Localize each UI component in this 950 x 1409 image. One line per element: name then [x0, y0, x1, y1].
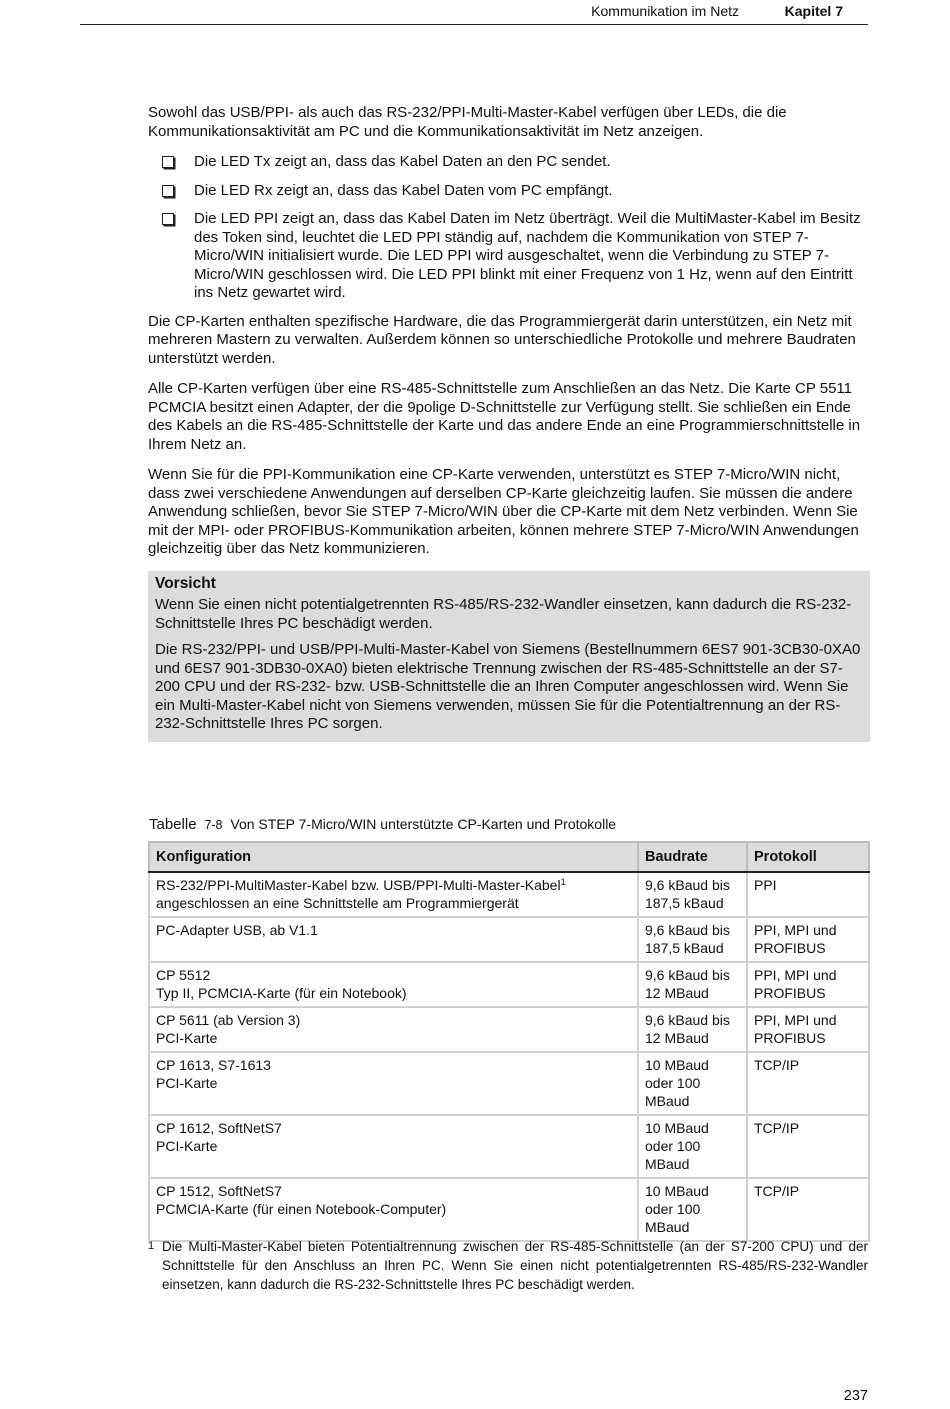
caption-text: Von STEP 7-Micro/WIN unterstützte CP-Karten und Protokolle: [230, 816, 617, 832]
list-item: [148, 210, 870, 303]
baud-cell: 10 MBaud oder 100 MBaud: [638, 1178, 747, 1241]
config-cell: CP 1512, SoftNetS7 PCMCIA-Karte (für einen Notebook-Computer): [149, 1178, 638, 1241]
baud-cell: 10 MBaud oder 100 MBaud: [638, 1052, 747, 1115]
table-footnote: [148, 1237, 868, 1294]
table-caption: [149, 816, 616, 833]
checkbox-bullet-icon: [162, 213, 174, 225]
table-row: [149, 917, 869, 962]
table-row: [149, 1115, 869, 1178]
led-list: [148, 153, 870, 303]
baud-cell: 9,6 kBaud bis 12 MBaud: [638, 962, 747, 1007]
column-header-baudrate: Baudrate: [638, 842, 747, 872]
protocol-cell: TCP/IP: [747, 1178, 869, 1241]
protocol-cell: TCP/IP: [747, 1052, 869, 1115]
table-header-row: [149, 842, 869, 872]
checkbox-bullet-icon: [162, 156, 174, 168]
protocol-cell: PPI, MPI und PROFIBUS: [747, 1007, 869, 1052]
config-cell: CP 1612, SoftNetS7 PCI-Karte: [149, 1115, 638, 1178]
column-header-configuration: Konfiguration: [149, 842, 638, 872]
column-header-protocol: Protokoll: [747, 842, 869, 872]
header-chapter: Kapitel 7: [784, 3, 843, 19]
cp-cards-paragraph: Die CP-Karten enthalten spezifische Hardware, die das Programmiergerät darin unterstützen, ein Netz mit mehreren Mastern zu verwalten. Außerdem können so unterschiedliche Protokolle und mehrere Baudraten unterstützt werden.: [148, 312, 856, 367]
protocol-cell: PPI, MPI und PROFIBUS: [747, 962, 869, 1007]
baud-cell: 10 MBaud oder 100 MBaud: [638, 1115, 747, 1178]
baud-cell: 9,6 kBaud bis 187,5 kBaud: [638, 917, 747, 962]
protocol-cell: PPI, MPI und PROFIBUS: [747, 917, 869, 962]
table-row: [149, 872, 869, 917]
cp-cards-table: [148, 841, 870, 1242]
checkbox-bullet-icon: [162, 185, 174, 197]
list-item-text: Die LED PPI zeigt an, dass das Kabel Daten im Netz überträgt. Weil die MultiMaster-Kabel im Besitz des Token sind, leuchtet die LED PPI ständig auf, nachdem die Kommunikation von STEP 7-Micro/WIN initialisiert wurde. Die LED PPI wird ausgeschaltet, wenn die Verbindung zu STEP 7-Micro/WIN geschlossen wird. Die LED PPI blinkt mit einer Frequenz von 1 Hz, wenn auf den Eintritt ins Netz gewartet wird.: [194, 210, 861, 301]
list-item: [148, 153, 870, 172]
protocol-cell: PPI: [747, 872, 869, 917]
caption-number: 7-8: [204, 818, 223, 832]
list-item-text: Die LED Tx zeigt an, dass das Kabel Daten an den PC sendet.: [194, 153, 611, 170]
page-header: [80, 0, 868, 25]
footnote-reference: 1: [560, 877, 566, 887]
table-row: [149, 1007, 869, 1052]
config-cell: CP 5512 Typ II, PCMCIA-Karte (für ein Notebook): [149, 962, 638, 1007]
config-cell: RS-232/PPI-MultiMaster-Kabel bzw. USB/PPI-Multi-Master-Kabel$^1$ angeschlossen an eine Schnittstelle am Programmiergerät: [149, 872, 638, 917]
footnote-text: Die Multi-Master-Kabel bieten Potentialtrennung zwischen der RS-485-Schnittstelle (an der S7-200 CPU) und der Schnittstelle für den Anschluss an Ihren PC. Wenn Sie einen nicht potentialgetrennten RS-485/RS-232-Wandler einsetzen, kann dadurch die RS-232-Schnittstelle Ihres PC beschädigt werden.: [162, 1239, 868, 1292]
caption-label: Tabelle: [149, 816, 197, 833]
caution-box: [148, 571, 870, 742]
caution-paragraph: Die RS-232/PPI- und USB/PPI-Multi-Master-Kabel von Siemens (Bestellnummern 6ES7 901-3CB30-0XA0 und 6ES7 901-3DB30-0XA0) bieten elektrische Trennung zwischen der RS-485-Schnittstelle an der S7-200 CPU und der RS-232- bzw. USB-Schnittstelle die an Ihren Computer angeschlossen wird. Wenn Sie ein Multi-Master-Kabel nicht von Siemens verwenden, müssen Sie für die Potentialtrennung an der RS-232-Schnittstelle Ihres PC sorgen.: [155, 641, 861, 732]
rs485-paragraph: Alle CP-Karten verfügen über eine RS-485-Schnittstelle zum Anschließen an das Netz. Die Karte CP 5511 PCMCIA besitzt einen Adapter, der die 9polige D-Schnittstelle zur Verfügung stellt. Sie schließen ein Ende des Kabels an die RS-485-Schnittstelle der Karte und das andere Ende an eine Programmierschnittstelle in Ihrem Netz an.: [148, 380, 861, 453]
caution-paragraph: Wenn Sie einen nicht potentialgetrennten RS-485/RS-232-Wandler einsetzen, kann dadurch die RS-232-Schnittstelle Ihres PC beschädigt werden.: [155, 596, 852, 632]
page-number: 237: [843, 1388, 868, 1404]
table-row: [149, 1052, 869, 1115]
footnote-mark: 1: [148, 1240, 155, 1252]
header-section-title: Kommunikation im Netz: [591, 3, 739, 19]
list-item: [148, 182, 870, 201]
body-text: [148, 104, 870, 742]
baud-cell: 9,6 kBaud bis 12 MBaud: [638, 1007, 747, 1052]
config-cell: PC-Adapter USB, ab V1.1: [149, 917, 638, 962]
list-item-text: Die LED Rx zeigt an, dass das Kabel Daten vom PC empfängt.: [194, 181, 613, 199]
table-row: [149, 962, 869, 1007]
config-cell: CP 5611 (ab Version 3) PCI-Karte: [149, 1007, 638, 1052]
ppi-communication-paragraph: Wenn Sie für die PPI-Kommunikation eine CP-Karte verwenden, unterstützt es STEP 7-Micro/WIN nicht, dass zwei verschiedene Anwendungen auf derselben CP-Karte gleichzeitig laufen. Sie müssen die andere Anwendung schließen, bevor Sie STEP 7-Micro/WIN über die CP-Karte mit dem Netz verbinden. Wenn Sie mit der MPI- oder PROFIBUS-Kommunikation arbeiten, können mehrere STEP 7-Micro/WIN Anwendungen gleichzeitig über das Netz kommunizieren.: [148, 466, 859, 557]
protocol-cell: TCP/IP: [747, 1115, 869, 1178]
config-cell: CP 1613, S7-1613 PCI-Karte: [149, 1052, 638, 1115]
caution-title: Vorsicht: [155, 574, 216, 592]
table-row: [149, 1178, 869, 1241]
intro-paragraph: Sowohl das USB/PPI- als auch das RS-232/PPI-Multi-Master-Kabel verfügen über LEDs, die die Kommunikationsaktivität am PC und die Kommunikationsaktivität im Netz anzeigen.: [148, 104, 787, 140]
baud-cell: 9,6 kBaud bis 187,5 kBaud: [638, 872, 747, 917]
